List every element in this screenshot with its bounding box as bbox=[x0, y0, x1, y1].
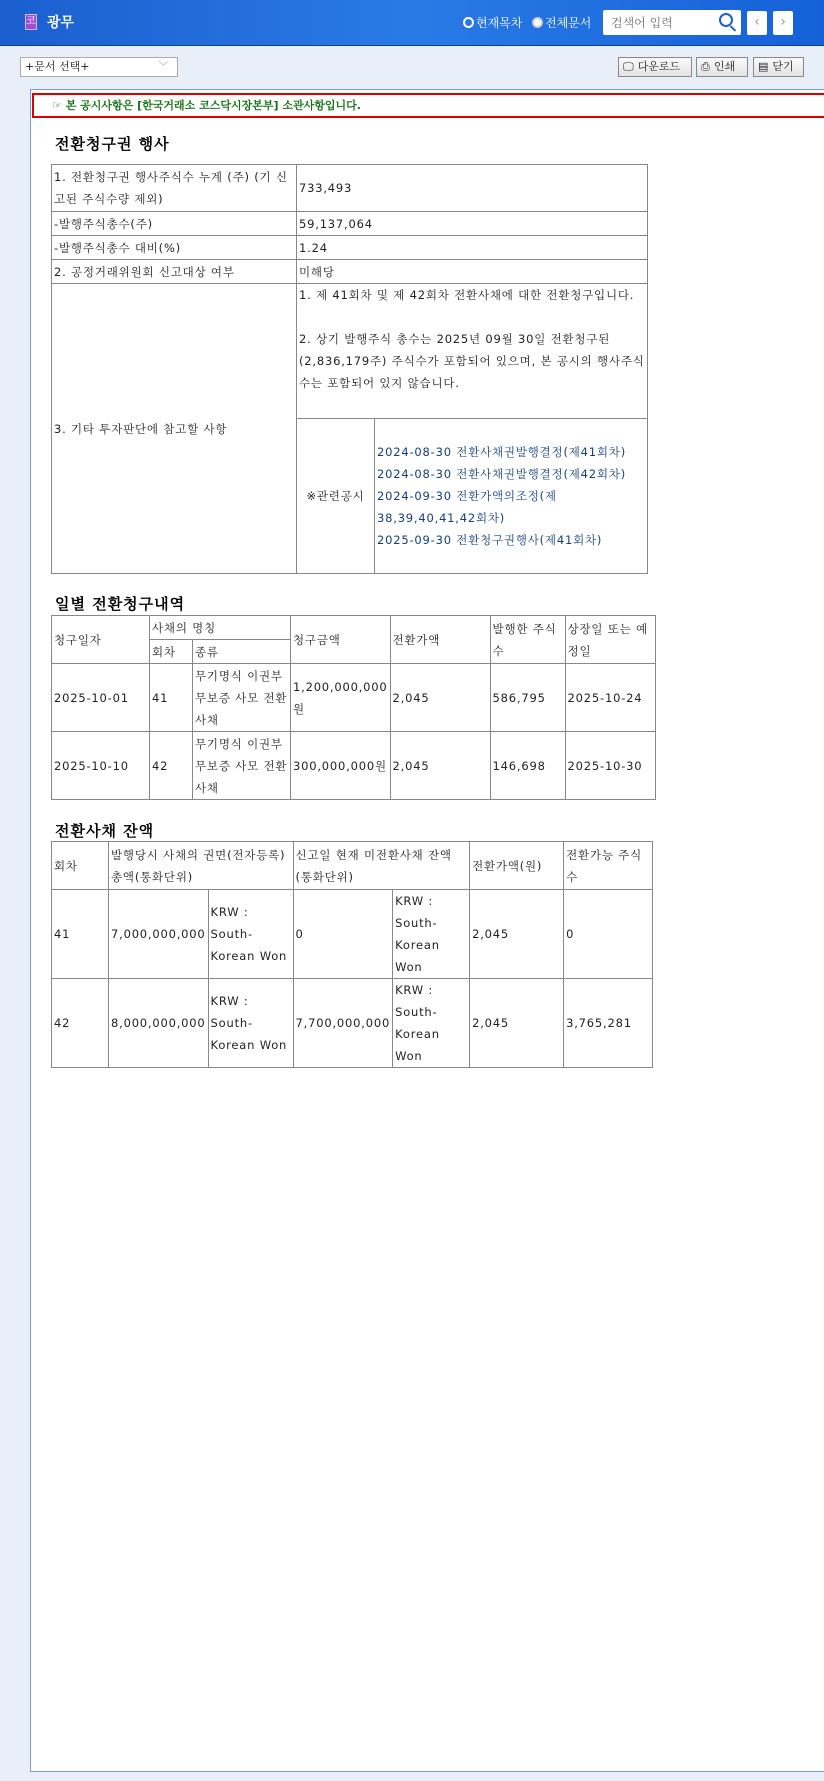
col-header: 청구금액 bbox=[291, 616, 391, 664]
document-icon: ▤ bbox=[758, 60, 769, 73]
table-row bbox=[52, 260, 648, 284]
cell: 0 bbox=[564, 890, 653, 979]
table-row bbox=[52, 732, 656, 800]
daily-claims-table bbox=[51, 615, 656, 800]
notes-cell bbox=[297, 284, 648, 419]
exercise-table bbox=[51, 164, 648, 574]
radio-current-toc[interactable] bbox=[463, 14, 522, 31]
related-link[interactable]: 2024-08-30 전환사채권발행결정(제42회차) bbox=[377, 467, 627, 481]
cell: 0 bbox=[293, 890, 393, 979]
cell: 300,000,000원 bbox=[291, 732, 391, 800]
cell: 2025-10-24 bbox=[565, 664, 655, 732]
company-logo-icon: 코 bbox=[25, 14, 37, 30]
section-title: 전환청구권 행사 bbox=[55, 135, 170, 153]
table-row bbox=[52, 664, 656, 732]
cell: 1,200,000,000원 bbox=[291, 664, 391, 732]
row-label: -발행주식총수 대비(%) bbox=[52, 236, 297, 260]
download-button[interactable] bbox=[618, 57, 692, 77]
related-links bbox=[375, 419, 648, 574]
table-row bbox=[52, 284, 648, 419]
related-link[interactable]: 2025-09-30 전환청구권행사(제41회차) bbox=[377, 533, 603, 547]
cell: 146,698 bbox=[490, 732, 565, 800]
print-label: 인쇄 bbox=[713, 60, 736, 73]
cell: 41 bbox=[52, 890, 109, 979]
row-label: 1. 전환청구권 행사주식수 누계 (주) (기 신고된 주식수량 제외) bbox=[52, 165, 297, 212]
search-box bbox=[603, 10, 741, 35]
cell: 2,045 bbox=[470, 890, 564, 979]
header-row bbox=[52, 616, 656, 640]
cell: KRW : South-Korean Won bbox=[393, 979, 470, 1068]
row-value: 733,493 bbox=[297, 165, 648, 212]
col-header: 사채의 명칭 bbox=[150, 616, 291, 640]
radio-all-docs[interactable] bbox=[532, 14, 591, 31]
print-button[interactable] bbox=[696, 57, 748, 77]
section-title: 일별 전환청구내역 bbox=[55, 595, 186, 613]
notice-banner: ☞ 본 공시사항은 [한국거래소 코스닥시장본부] 소관사항입니다. bbox=[32, 93, 824, 118]
cell: 42 bbox=[52, 979, 109, 1068]
cell: 586,795 bbox=[490, 664, 565, 732]
cell: 7,700,000,000 bbox=[293, 979, 393, 1068]
download-label: 다운로드 bbox=[637, 60, 681, 73]
next-button[interactable]: › bbox=[773, 11, 793, 35]
bond-balance-table bbox=[51, 841, 653, 1068]
related-label: ※관련공시 bbox=[297, 419, 375, 574]
cell: 2025-10-10 bbox=[52, 732, 150, 800]
cell: 2,045 bbox=[470, 979, 564, 1068]
row-label: 3. 기타 투자판단에 참고할 사항 bbox=[52, 284, 297, 574]
prev-button[interactable]: ‹ bbox=[747, 11, 767, 35]
col-header: 발행한 주식수 bbox=[490, 616, 565, 664]
row-value: 59,137,064 bbox=[297, 212, 648, 236]
search-input[interactable] bbox=[603, 10, 711, 35]
cell: 무기명식 이권부 무보증 사모 전환사채 bbox=[193, 664, 291, 732]
section-title: 전환사채 잔액 bbox=[55, 822, 155, 840]
table-row bbox=[52, 165, 648, 212]
related-link[interactable]: 2024-09-30 전환가액의조정(제38,39,40,41,42회차) bbox=[377, 489, 557, 525]
printer-icon: ⎙ bbox=[701, 60, 710, 73]
monitor-icon: 🖵 bbox=[623, 60, 634, 73]
radio-label: 전체문서 bbox=[545, 16, 592, 30]
row-label: 2. 공정거래위원회 신고대상 여부 bbox=[52, 260, 297, 284]
table-row bbox=[52, 979, 653, 1068]
col-header: 상장일 또는 예정일 bbox=[565, 616, 655, 664]
app-header bbox=[0, 0, 824, 46]
row-label: -발행주식총수(주) bbox=[52, 212, 297, 236]
row-value: 미해당 bbox=[297, 260, 648, 284]
note-1: 1. 제 41회차 및 제 42회차 전환사채에 대한 전환청구입니다. bbox=[299, 288, 635, 302]
document-select-value: +문서 선택+ bbox=[25, 60, 90, 73]
table-row bbox=[52, 212, 648, 236]
col-header: 신고일 현재 미전환사채 잔액 (통화단위) bbox=[293, 842, 470, 890]
company-title: 광무 bbox=[47, 15, 75, 31]
cell: KRW : South-Korean Won bbox=[208, 979, 293, 1068]
col-header: 회차 bbox=[150, 640, 193, 664]
cell: 2,045 bbox=[390, 732, 490, 800]
cell: KRW : South-Korean Won bbox=[393, 890, 470, 979]
radio-icon bbox=[532, 17, 543, 28]
col-header: 전환가액(원) bbox=[470, 842, 564, 890]
radio-label: 현재목차 bbox=[476, 16, 523, 30]
document-select[interactable] bbox=[20, 57, 178, 77]
col-header: 전환가액 bbox=[390, 616, 490, 664]
col-header: 발행당시 사채의 권면(전자등록)총액(통화단위) bbox=[109, 842, 294, 890]
close-label: 닫기 bbox=[772, 60, 794, 73]
cell: 8,000,000,000 bbox=[109, 979, 209, 1068]
cell: 무기명식 이권부 무보증 사모 전환사채 bbox=[193, 732, 291, 800]
close-button[interactable] bbox=[753, 57, 804, 77]
col-header: 회차 bbox=[52, 842, 109, 890]
cell: 42 bbox=[150, 732, 193, 800]
header-row bbox=[52, 842, 653, 890]
cell: 2025-10-30 bbox=[565, 732, 655, 800]
col-header: 청구일자 bbox=[52, 616, 150, 664]
cell: 41 bbox=[150, 664, 193, 732]
cell: 2025-10-01 bbox=[52, 664, 150, 732]
col-header: 종류 bbox=[193, 640, 291, 664]
cell: 3,765,281 bbox=[564, 979, 653, 1068]
search-icon[interactable] bbox=[719, 13, 733, 27]
cell: 7,000,000,000 bbox=[109, 890, 209, 979]
cell: KRW : South-Korean Won bbox=[208, 890, 293, 979]
chevron-down-icon: ﹀ bbox=[158, 60, 169, 73]
radio-icon bbox=[463, 17, 474, 28]
col-header: 전환가능 주식수 bbox=[564, 842, 653, 890]
related-link[interactable]: 2024-08-30 전환사채권발행결정(제41회차) bbox=[377, 445, 627, 459]
cell: 2,045 bbox=[390, 664, 490, 732]
table-row bbox=[52, 236, 648, 260]
row-value: 1.24 bbox=[297, 236, 648, 260]
note-2: 2. 상기 발행주식 총수는 2025년 09월 30일 전환청구된(2,836,179주) 주식수가 포함되어 있으며, 본 공시의 행사주식수는 포함되어 있지 않습니다. bbox=[299, 332, 645, 390]
table-row bbox=[52, 890, 653, 979]
